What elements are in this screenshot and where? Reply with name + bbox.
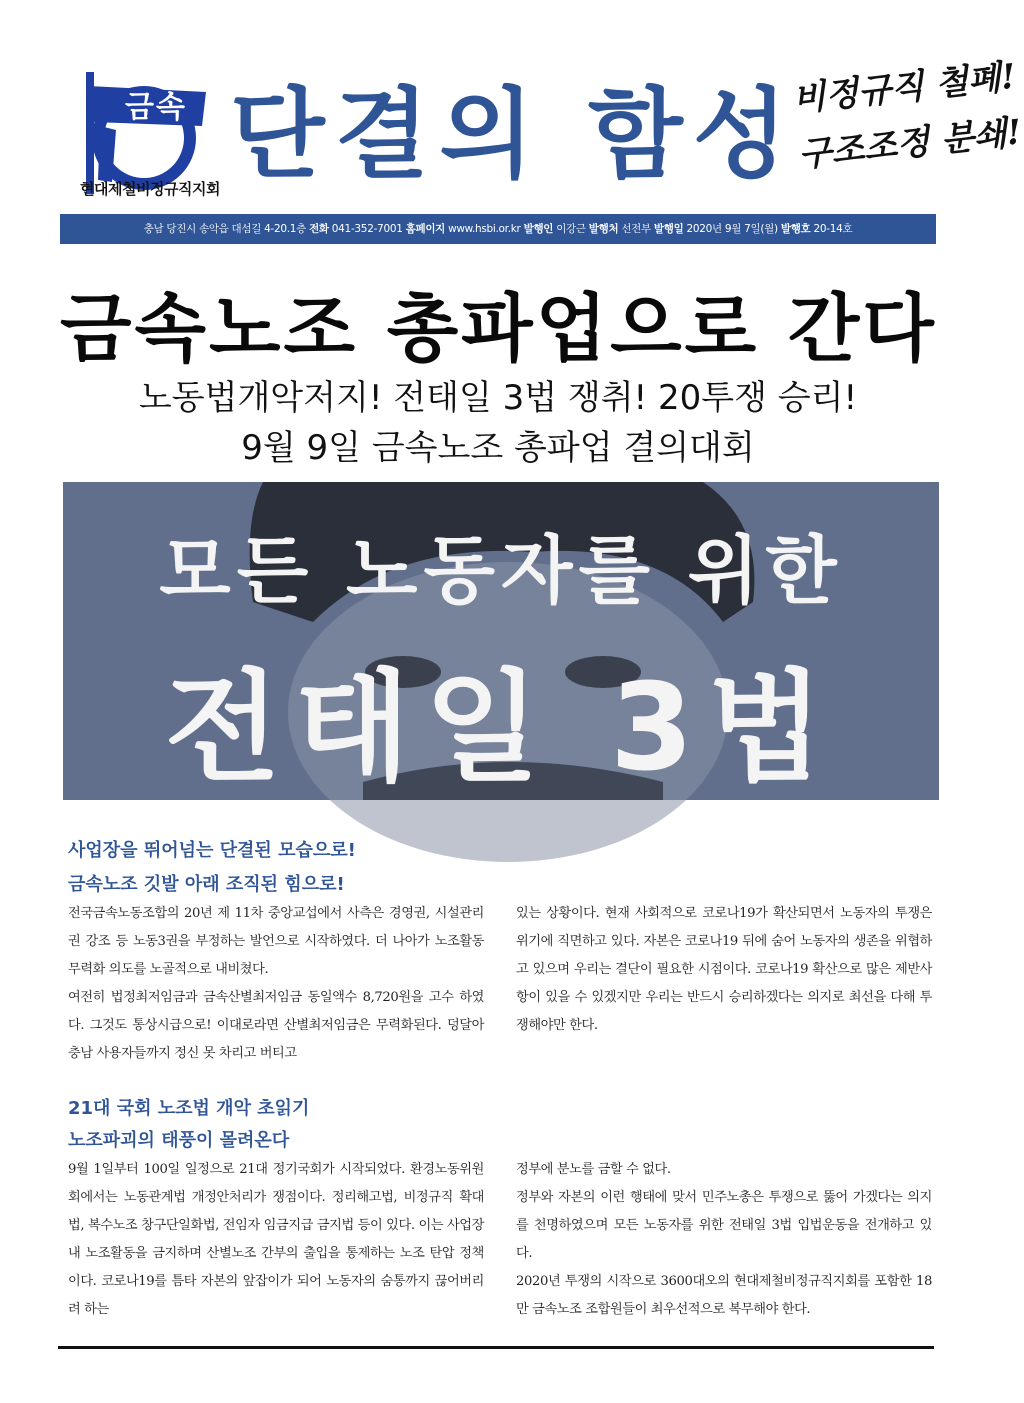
org-name: 현대제철비정규직지회 — [80, 180, 220, 198]
subheadline-2: 9월 9일 금속노조 총파업 결의대회 — [241, 428, 755, 468]
article-2-heading-2: 노조파괴의 태풍이 몰려온다 — [68, 1130, 290, 1151]
article-1-paragraph-3: 있는 상황이다. 현재 사회적으로 코로나19가 확산되면서 노동자의 투쟁은 위기에 직면하고 있다. 자본은 코로나19 뒤에 숨어 노동자의 생존을 위협하고 있으며 우리는 결단이 필요한 시점이다. 코로나19 확산으로 많은 제반사항이 있을 수 있겠지만 우리는 반드시 승리하겠다는 의지로 최선을 다해 투쟁해야만 한다. — [516, 906, 932, 1033]
issuer-label: 발행처 — [588, 223, 619, 235]
address: 충남 당진시 송악읍 대섬길 4-20.1층 — [143, 223, 307, 235]
article-2-paragraph-1: 9월 1일부터 100일 일정으로 21대 정기국회가 시작되었다. 환경노동위원회에서는 노동관계법 개정안처리가 쟁점이다. 정리해고법, 비정규직 확대법, 복수노조 창구단일화법, 전임자 임금지급 금지법 등이 있다. 이는 사업장내 노조활동을 금지하며 산별노조 간부의 출입을 통제하는 노조 탄압 정책이다. 코로나19를 틈타 자본의 앞잡이가 되어 노동자의 숨통까지 끊어버리려 하는 — [68, 1162, 484, 1317]
phone-label: 전화 — [309, 223, 329, 235]
logo-text: 금속 — [125, 90, 187, 125]
publisher: 이강근 — [556, 223, 586, 235]
article-1-left-column — [68, 900, 484, 1068]
bottom-rule — [58, 1346, 934, 1349]
article-1-paragraph-1: 전국금속노동조합의 20년 제 11차 중앙교섭에서 사측은 경영권, 시설관리권 강조 등 노동3권을 부정하는 발언으로 시작하였다. 더 나아가 노조활동 무력화 의도를 노골적으로 내비쳤다. — [68, 906, 484, 977]
issuer: 선전부 — [621, 223, 651, 235]
date-label: 발행일 — [653, 223, 684, 235]
article-1-heading-2: 금속노조 깃발 아래 조직된 힘으로! — [68, 874, 345, 895]
main-headline: 금속노조 총파업으로 간다 — [60, 286, 937, 372]
slogan-line-1: 비정규직 철폐! — [790, 56, 1018, 120]
article-2-right-column — [516, 1156, 932, 1324]
article-1-paragraph-2: 여전히 법정최저임금과 금속산별최저임금 동일액수 8,720원을 고수 하였다. 그것도 통상시급으로! 이대로라면 산별최저임금은 무력화된다. 덩달아 충남 사용자들까지 정신 못 차리고 버티고 — [68, 990, 484, 1061]
article-2-heading-1: 21대 국회 노조법 개악 초읽기 — [68, 1098, 310, 1119]
issue-number: 20-14호 — [813, 223, 853, 235]
article-2-paragraph-4: 2020년 투쟁의 시작으로 3600대오의 현대제철비정규직지회를 포함한 18만 금속노조 조합원들이 최우선적으로 복무해야 한다. — [516, 1274, 932, 1317]
article-2-left-column — [68, 1156, 484, 1324]
article-1-heading-1: 사업장을 뛰어넘는 단결된 모습으로! — [68, 840, 356, 861]
homepage-label: 홈페이지 — [405, 223, 446, 235]
publication-info-bar — [60, 214, 936, 244]
subheadline-1: 노동법개악저지! 전태일 3법 쟁취! 20투쟁 승리! — [138, 378, 858, 418]
issue-label: 발행호 — [780, 223, 811, 235]
banner-image — [63, 482, 939, 800]
homepage: www.hsbi.or.kr — [448, 223, 521, 235]
handwritten-slogan — [790, 54, 1024, 183]
article-2-paragraph-3: 정부와 자본의 이런 행태에 맞서 민주노총은 투쟁으로 뚫어 가겠다는 의지를 천명하였으며 모든 노동자를 위한 전태일 3법 입법운동을 전개하고 있다. — [516, 1190, 932, 1261]
publisher-label: 발행인 — [523, 223, 554, 235]
publish-date: 2020년 9월 7일(월) — [686, 223, 778, 235]
slogan-line-2: 구조조정 분쇄! — [796, 112, 1024, 176]
banner-text-line-2: 전태일 3법 — [164, 659, 838, 798]
article-2-paragraph-2: 정부에 분노를 금할 수 없다. — [516, 1162, 671, 1177]
banner-text-line-1: 모든 노동자를 위한 — [159, 528, 843, 614]
phone: 041-352-7001 — [331, 223, 403, 235]
newspaper-title: 단결의 함성 — [230, 78, 798, 192]
article-1-right-column — [516, 900, 932, 1040]
